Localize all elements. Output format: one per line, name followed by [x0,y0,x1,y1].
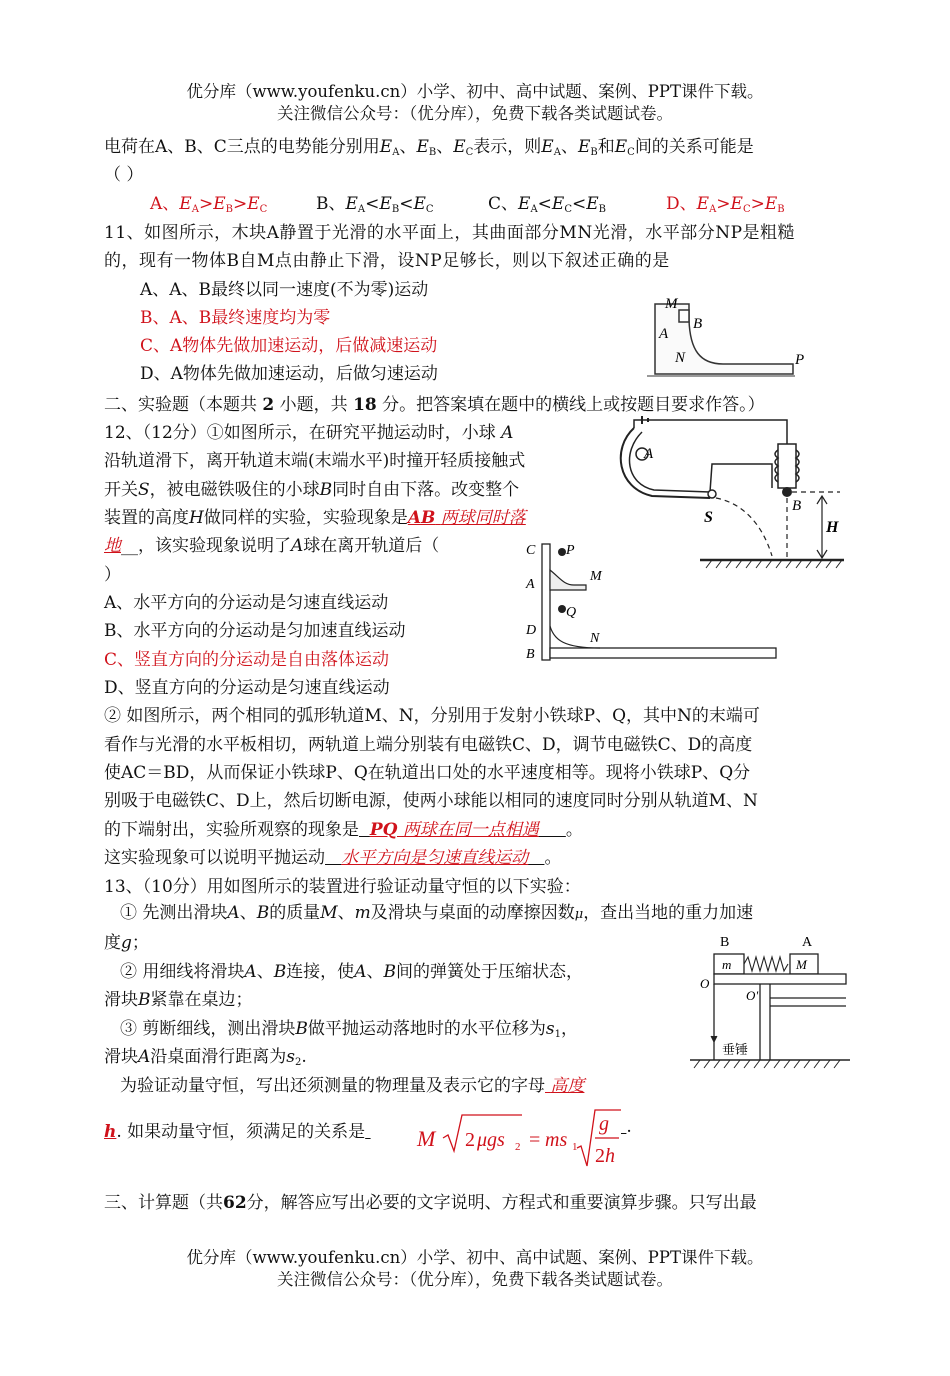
svg-text:=: = [529,1129,541,1151]
q13-question-1: 为验证动量守恒，写出还须测量的物理量及表示它的字母 高度 [120,1076,585,1096]
fig12b-label-p: P [566,543,575,558]
q11-option-d: D、A物体先做加速运动，后做匀速运动 [140,364,438,384]
q13-step-1: ① 先测出滑块A、B的质量M、m及滑块与桌面的动摩擦因数μ，查出当地的重力加速 [120,903,754,923]
svg-text:ms: ms [545,1129,568,1151]
svg-text:g: g [599,1113,609,1135]
q13-step-3-cont: 滑块A沿桌面滑行距离为$s_2$. [104,1047,307,1068]
q12-line-2: 沿轨道滑下，离开轨道末端(末端水平)时撞开轻质接触式 [104,451,526,471]
fig13-label-a: A [802,935,813,950]
q10-option-d: D、$E_A>E_C>E_B$ [666,194,785,215]
svg-text:1: 1 [572,1141,578,1153]
q12-line-6: ） [104,565,121,585]
q13-figure [690,930,850,1075]
q11-stem-1: 11、如图所示，木块A静置于光滑的水平面上，其曲面部分MN光滑，水平部分NP是粗糙 [104,223,796,243]
svg-text:M: M [417,1126,436,1151]
fig13-label-m-small: m [722,957,732,972]
svg-text:μgs: μgs [477,1129,505,1151]
footer-line-1: 优分库（www.youfenku.cn）小学、初中、高中试题、案例、PPT课件下载。 [186,1248,764,1267]
fig13-label-m-large: M [796,957,807,972]
ball-b [782,487,792,497]
q13-step-2-cont: 滑块B紧靠在桌边； [104,990,253,1010]
q10-paren: （ ） [104,165,144,185]
fig13-label-weight: 垂锤 [722,1042,749,1057]
q12-option-d: D、竖直方向的分运动是匀速直线运动 [104,678,390,698]
block-b [679,310,689,322]
q13-step-1-cont: 度g； [104,933,149,953]
q12-part2-line-4: 别吸于电磁铁C、D上，然后切断电源，使两小球能以相同的速度同时分别从轨道M、N [104,791,758,811]
q12-option-c: C、竖直方向的分运动是自由落体运动 [104,650,390,670]
q12-option-a: A、水平方向的分运动是匀速直线运动 [104,593,389,613]
fig12b-label-d: D [526,623,537,638]
fig11-label-m: M [665,296,678,312]
fig12b-label-m: M [590,569,602,584]
q12-line-4: 装置的高度H做同样的实验，实验现象是AB 两球同时落 [104,508,526,528]
q10-option-b: B、$E_A<E_B<E_C$ [316,194,434,215]
q12-part2-line-5: 的下端射出，实验所观察的现象是 PQ 两球在同一点相遇 。 [104,820,583,840]
fig13-label-o: O [700,976,710,991]
fig12a-label-s: S [704,509,713,526]
q11-option-c: C、A物体先做加速运动，后做减速运动 [140,336,438,356]
q13-formula [415,1106,625,1168]
fig12a-label-b: B [792,498,802,514]
q12-line-1: 12、（12分）①如图所示，在研究平抛运动时，小球 A [104,423,514,443]
q10-option-a: A、$E_A>E_B>E_C$ [150,194,268,215]
q12-line-5: 地__，该实验现象说明了A球在离开轨道后（ [104,536,440,556]
q12-part2-line-2: 看作与光滑的水平板相切，两轨道上端分别装有电磁铁C、D，调节电磁铁C、D的高度 [104,735,753,755]
footer-line-2: 关注微信公众号：（优分库），免费下载各类试题试卷。 [277,1270,673,1289]
fig12b-label-a: A [526,577,535,592]
header-line-2: 关注微信公众号：（优分库），免费下载各类试题试卷。 [277,104,673,123]
svg-text:2: 2 [465,1129,475,1151]
q13-question-2-end: . [626,1117,632,1137]
q10-option-c: C、$E_A<E_C<E_B$ [488,194,607,215]
q13-step-2: ② 用细线将滑块A、B连接，使A、B间的弹簧处于压缩状态， [120,962,583,982]
section3-title: 三、计算题（共62分，解答应写出必要的文字说明、方程式和重要演算步骤。只写出最 [104,1193,757,1213]
fig13-label-b: B [720,935,730,950]
q12-part2-line-3: 使AC＝BD，从而保证小铁球P、Q在轨道出口处的水平速度相等。现将小铁球P、Q分 [104,763,751,783]
q11-stem-2: 的，现有一物体B自M点由静止下滑，设NP足够长，则以下叙述正确的是 [104,251,670,271]
fig11-label-n: N [675,350,686,366]
fig11-label-p: P [795,352,805,368]
q12-option-b: B、水平方向的分运动是匀加速直线运动 [104,621,406,641]
q12-line-3: 开关S，被电磁铁吸住的小球B同时自由下落。改变整个 [104,480,520,500]
svg-text:2: 2 [515,1141,521,1153]
fig12b-label-n: N [590,631,600,646]
q13-title: 13、（10分）用如图所示的装置进行验证动量守恒的以下实验： [104,877,581,897]
q12-part2-line-6: 这实验现象可以说明平抛运动 水平方向是匀速直线运动 。 [104,848,562,868]
fig12b-label-b: B [526,647,535,662]
header-line-1: 优分库（www.youfenku.cn）小学、初中、高中试题、案例、PPT课件下载。 [186,82,764,101]
q13-question-2: h. 如果动量守恒，须满足的关系是 [104,1122,366,1142]
fig13-label-o-prime: O' [746,988,759,1003]
section2-title: 二、实验题（本题共 2 小题，共 18 分。把答案填在题中的横线上或按题目要求作答。） [104,395,765,415]
q12-figure-2 [520,540,782,665]
fig12a-label-a: A [644,446,654,462]
q12-part2-line-1: ② 如图所示，两个相同的弧形轨道M、N，分别用于发射小铁球P、Q，其中N的末端可 [104,706,760,726]
fig11-label-a: A [659,326,669,342]
q11-option-b: B、A、B最终速度均为零 [140,308,331,328]
fig12b-label-c: C [526,543,536,558]
q11-option-a: A、A、B最终以同一速度(不为零)运动 [140,280,429,300]
fig12b-label-q: Q [566,605,577,620]
fig11-label-b: B [693,316,703,332]
svg-text:2h: 2h [595,1145,615,1167]
q11-figure [645,290,805,385]
q13-step-3: ③ 剪断细线，测出滑块B做平抛运动落地时的水平位移为$s_1$， [120,1019,579,1040]
fig12a-label-h: H [826,519,839,536]
q10-stem: 电荷在A、B、C三点的电势能分别用$E_A$、$E_B$、$E_C$表示，则$E_A$、$E_B$和$E_C$间的关系可能是 [104,137,754,158]
